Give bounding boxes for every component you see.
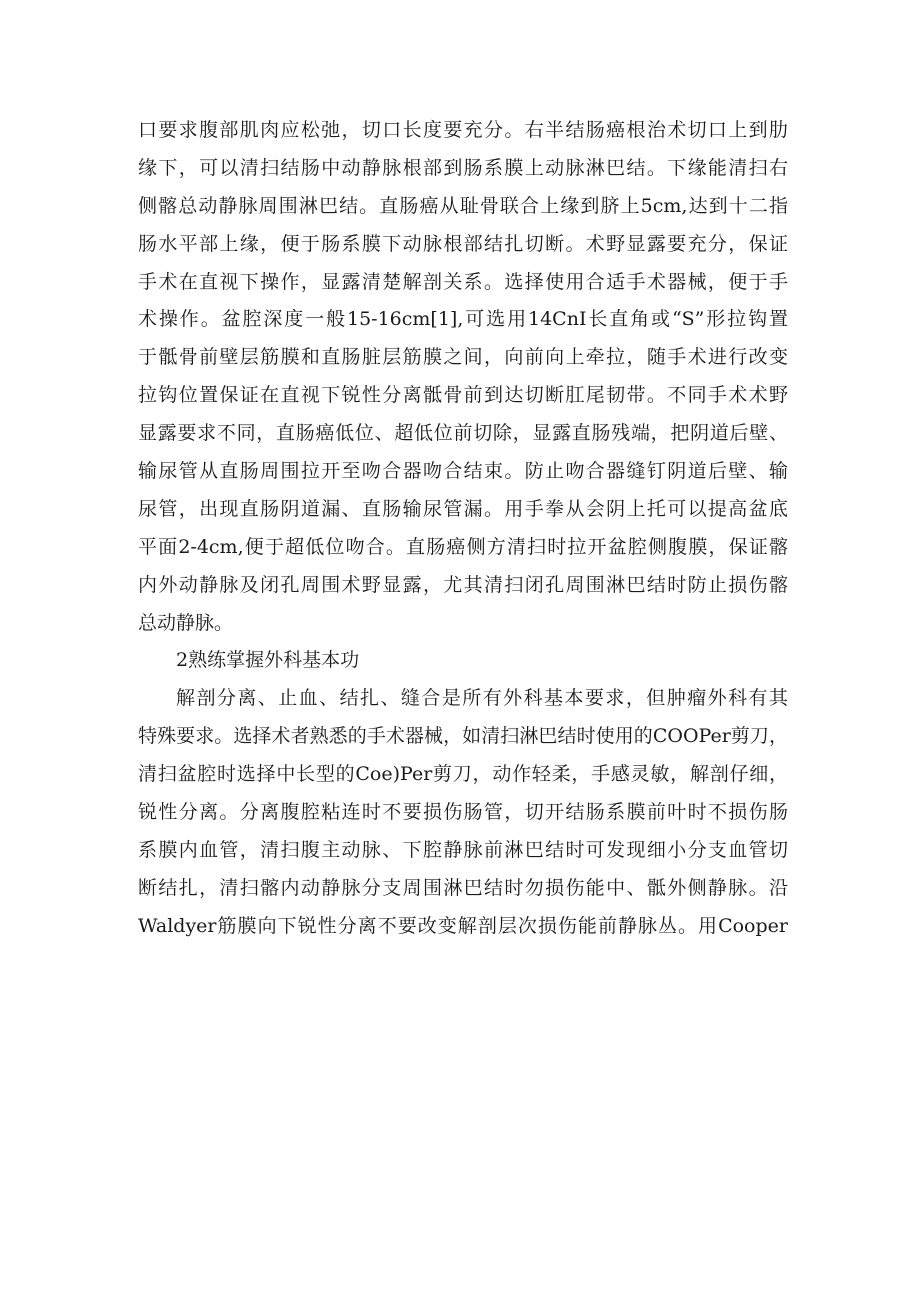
paragraph-line: 于骶骨前壁层筋膜和直肠脏层筋膜之间，向前向上牵拉，随手术进行改变 [138, 346, 788, 369]
paragraph-line: 总动静脉。 [138, 611, 234, 634]
paragraph-line: 锐性分离。分离腹腔粘连时不要损伤肠管，切开结肠系膜前叶时不损伤肠 [138, 801, 788, 824]
paragraph-line: 解剖分离、止血、结扎、缝合是所有外科基本要求，但肿瘤外科有其 [176, 687, 788, 710]
paragraph-line: 侧髂总动静脉周围淋巴结。直肠癌从耻骨联合上缘到脐上5cm,达到十二指 [138, 194, 788, 217]
paragraph-line: 手术在直视下操作，显露清楚解剖关系。选择使用合适手术器械，便于手 [138, 270, 788, 293]
paragraph-line: 特殊要求。选择术者熟悉的手术器械，如清扫淋巴结时使用的COOPer剪刀， [138, 725, 788, 748]
document-body [138, 112, 788, 946]
paragraph-line: 断结扎，清扫髂内动静脉分支周围淋巴结时勿损伤能中、骶外侧静脉。沿 [138, 876, 788, 899]
paragraph-line: 系膜内血管，清扫腹主动脉、下腔静脉前淋巴结时可发现细小分支血管切 [138, 838, 788, 861]
paragraph-basic-skills [138, 680, 788, 945]
paragraph-line: 拉钩位置保证在直视下锐性分离骶骨前到达切断肛尾韧带。不同手术术野 [138, 384, 788, 407]
paragraph-line: 平面2-4cm,便于超低位吻合。直肠癌侧方清扫时拉开盆腔侧腹膜，保证髂 [138, 535, 788, 558]
paragraph-line: 口要求腹部肌肉应松弛，切口长度要充分。右半结肠癌根治术切口上到肋 [138, 119, 788, 141]
paragraph-line: 清扫盆腔时选择中长型的Coe)Per剪刀，动作轻柔，手感灵敏，解剖仔细， [138, 763, 788, 786]
paragraph-line: 缘下，可以清扫结肠中动静脉根部到肠系膜上动脉淋巴结。下缘能清扫右 [138, 156, 788, 179]
section-heading: 2熟练掌握外科基本功 [176, 649, 360, 672]
paragraph-line: 术操作。盆腔深度一般15-16cm[1],可选用14CnI长直角或“S”形拉钩置 [138, 308, 788, 331]
paragraph-line: 内外动静脉及闭孔周围术野显露，尤其清扫闭孔周围淋巴结时防止损伤髂 [138, 573, 788, 596]
paragraph-line: 显露要求不同，直肠癌低位、超低位前切除，显露直肠残端，把阴道后壁、 [138, 422, 788, 445]
paragraph-line: Waldyer筋膜向下锐性分离不要改变解剖层次损伤能前静脉丛。用Cooper [138, 914, 788, 937]
paragraph-line: 肠水平部上缘，便于肠系膜下动脉根部结扎切断。术野显露要充分，保证 [138, 232, 788, 255]
paragraph-line: 尿管，出现直肠阴道漏、直肠输尿管漏。用手拳从会阴上托可以提高盆底 [138, 497, 788, 520]
paragraph-line: 输尿管从直肠周围拉开至吻合器吻合结束。防止吻合器缝钉阴道后壁、输 [138, 460, 788, 483]
paragraph-surgical-exposure [138, 112, 788, 642]
